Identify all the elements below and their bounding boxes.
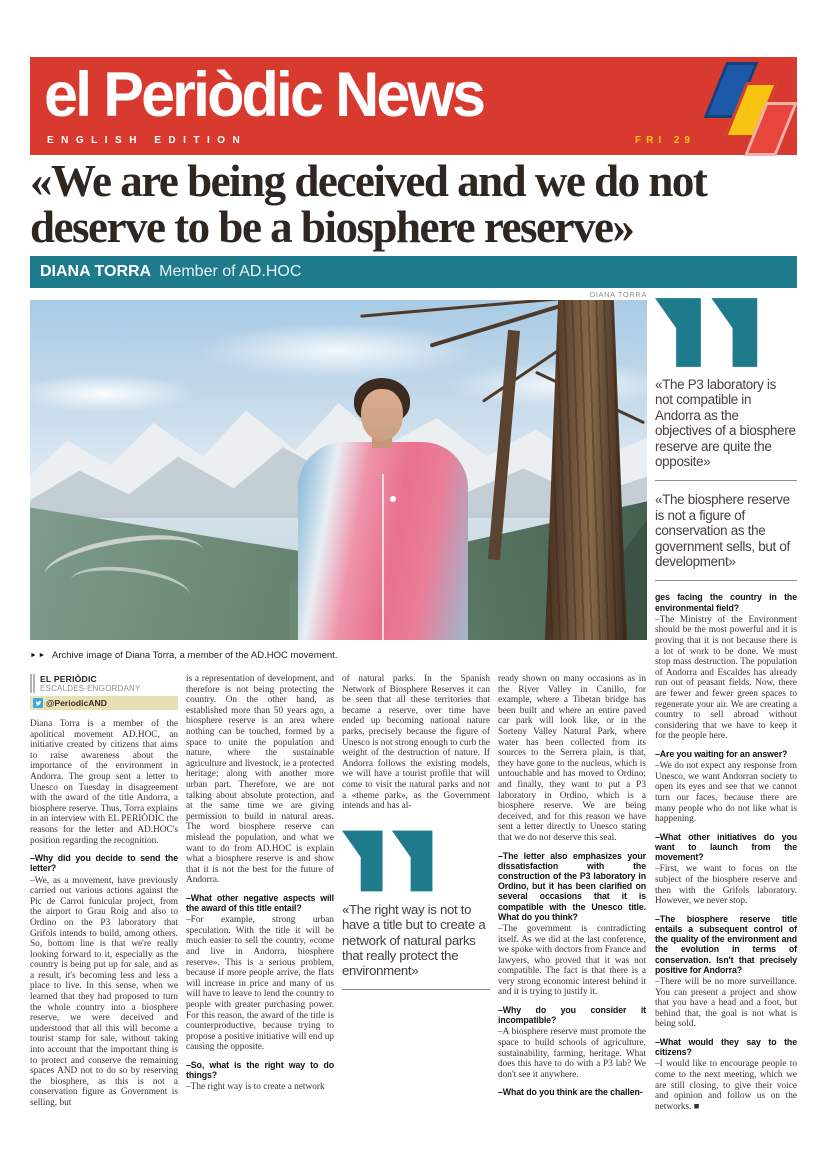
person-face bbox=[361, 389, 403, 441]
pull-quote-text: «The biosphere reserve is not a figure of conservation as the government sells, but of development» bbox=[655, 492, 790, 570]
interview-question: –Are you waiting for an answer? bbox=[655, 749, 788, 759]
photo-tree-bark bbox=[545, 300, 627, 640]
paragraph: –There will be no more surveillance. You can present a project and show that you have a head and a foot, but behind that, the goal is not what is being sold. bbox=[655, 976, 797, 1030]
divider bbox=[655, 580, 797, 581]
paragraph: –The Ministry of the Environment should be the most powerful and it is proving that it is not because there is a lot of work to be done. We must stop mass destruction. The population of Andorra and Escaldes has already run out of peasant fields. Now, there are fewer and fewer green spaces to regenerate your air. We are creating a country to sell abroad without considering that we have to keep it for the people here. bbox=[655, 614, 797, 742]
caption-text: Archive image of Diana Torra, a member of the AD.HOC movement. bbox=[51, 650, 338, 661]
divider bbox=[342, 989, 490, 990]
interview-question: ges facing the country in the environmental field? bbox=[655, 592, 797, 613]
source-outlet: EL PERIÒDIC bbox=[40, 674, 97, 684]
article-photo bbox=[30, 300, 647, 640]
masthead bbox=[30, 57, 797, 155]
pull-quote-text: «The P3 laboratory is not compatible in Andorra as the objectives of a biosphere reserve are quite the opposite» bbox=[655, 377, 796, 470]
masthead-date: FRI 29 bbox=[634, 135, 695, 146]
source-location: ESCALDES-ENGORDANY bbox=[40, 684, 141, 693]
caption-arrows-icon: ►► bbox=[30, 652, 47, 659]
paragraph: Diana Torra is a member of the apolitical movement AD.HOC, an initiative created by citizens that aims to raise awareness about the importance of the environment in Andorra. The group sent a letter to Unesco on Tuesday in disagreement with the award of the title Andorra, a biosphere reserve. Thus, Torra explains in an interview with EL PERIÒDIC the reasons for the letter and AD.HOC's position regarding the recognition. bbox=[30, 719, 178, 846]
photo-credit: DIANA TORRA bbox=[589, 290, 647, 299]
divider bbox=[655, 480, 797, 481]
interview-question: –What other negative aspects will the award of this title entail? bbox=[186, 892, 334, 914]
paragraph: ready shown on many occasions as in the River Valley in Canillo, for example, where a Tibetan bridge has been built and where an entire paved car park will look like, or in the Sorteny Valley Natural Park, where water has been collected from its sources to the Serrera plain, is that, they have gone to the nucleus, which is untouchable and has moved to Ordino; and finally, they want to put a P3 laboratory in Ordino, which is a biosphere reserve. We are being deceived, and for this reason we have sent a letter directly to Unesco stating that we do not deserve this seal. bbox=[498, 674, 646, 843]
paragraph: –The government is contradicting itself. As we did at the last conference, we spoke with doctors from France and lawyers, who proved that it was not compatible. The fact is that there is a very strong economic interest behind it and it is trying to justify it. bbox=[498, 923, 646, 998]
headline-line-2: deserve to be a biosphere reserve» bbox=[30, 202, 634, 252]
quote-icon bbox=[342, 830, 434, 892]
interview-question: –What do you think are the challen- bbox=[498, 1087, 643, 1098]
interview-question: –The letter also emphasizes your dissatisfaction with the construction of the P3 laboratory in Ordino, but it has been clarified on several occasions that it is compatible with the Unesco title. What do you think? bbox=[498, 850, 646, 922]
twitter-icon bbox=[33, 698, 43, 708]
inline-pull-quote bbox=[342, 830, 490, 990]
byline-bar bbox=[30, 256, 797, 288]
article-column-1 bbox=[30, 674, 178, 1116]
headline bbox=[30, 158, 800, 250]
person-zipper bbox=[382, 474, 384, 640]
byline-role: Member of AD.HOC bbox=[159, 263, 302, 280]
photo-person bbox=[298, 378, 468, 640]
paragraph: is a representation of development, and therefore is not being protecting the country. On the other hand, as established more than 50 years ago, a biosphere reserve is an area where nothing can be touched, formed by a space to unite the population and nature, where the sustainable agriculture and livestock, ie a protected heritage; along with another more urban part. Therefore, we are not talking about absolute protection, and at the same time we are giving permission to build in natural areas. The word biosphere reserve can mislead the population, and what we want to do from AD.HOC is explain what a biosphere reserve is and show that it is not the best for the future of Andorra. bbox=[186, 674, 334, 886]
headline-line-1: «We are being deceived and we do not bbox=[30, 156, 707, 206]
article-column-3 bbox=[342, 674, 490, 1116]
masthead-title: el Periòdic News bbox=[44, 60, 484, 130]
interview-question: –Why did you decide to send the letter? bbox=[30, 853, 178, 874]
interview-question: –The biosphere reserve title entails a subsequent control of the quality of the environment and the evolution in terms of conservation. Isn't that precisely positive for Andorra? bbox=[655, 913, 797, 975]
article-column-4 bbox=[498, 674, 646, 1116]
interview-question: –So, what is the right way to do things? bbox=[186, 1060, 334, 1081]
pull-quote-text: «The right way is not to have a title but to create a network of natural parks that really protect the environment» bbox=[342, 901, 486, 979]
paragraph: –First, we want to focus on the subject of the biosphere reserve and then with the Grifols laboratory. However, we never stop. bbox=[655, 864, 797, 907]
twitter-handle-row bbox=[30, 696, 178, 710]
quote-icon bbox=[655, 298, 759, 367]
masthead-edition: ENGLISH EDITION bbox=[47, 135, 248, 146]
paragraph: –The right way is to create a network bbox=[186, 1082, 325, 1093]
article-column-2 bbox=[186, 674, 334, 1116]
twitter-handle: @PeriodicAND bbox=[46, 698, 107, 708]
interview-question: –What other initiatives do you want to launch from the movement? bbox=[655, 831, 797, 863]
interview-question: –Why do you consider it incompatible? bbox=[498, 1005, 646, 1026]
source-block bbox=[30, 674, 178, 693]
paragraph: –For example, strong urban speculation. With the title it will be much easier to sell the country, «come and live in Andorra, biosphere reserve». This is a serious problem, because if more people arrive, the flats will increase in price and many of us will have to leave to lend the country to people with greater purchasing power. For this reason, the award of the title is counterproductive, because trying to propose a positive initiative will end up causing the opposite. bbox=[186, 915, 334, 1053]
paragraph: of natural parks. In the Spanish Network of Biosphere Reserves it can be seen that all these territories that became a reserve, over time have ended up becoming national nature parks, precisely because the figure of Unesco is not strong enough to curb the weight of the destruction of nature. If Andorra follows the existing models, we will have a tourist profile that will come to visit the natural parks and not a «theme park», as the Government intends and has al- bbox=[342, 674, 490, 812]
sidebar-column bbox=[655, 298, 797, 1119]
article-body bbox=[30, 674, 647, 1116]
photo-caption bbox=[30, 650, 647, 661]
masthead-logo-icon bbox=[705, 57, 795, 155]
paragraph: –A biosphere reserve must promote the space to build schools of agriculture, sustainability, farming, heritage. What does this have to do with a P3 lab? We don't see it anywhere. bbox=[498, 1027, 646, 1080]
paragraph: –I would like to encourage people to come to the next meeting, which we are still closing, to give their voice and opinion and follow us on the networks. ■ bbox=[655, 1059, 797, 1112]
interview-question: –What would they say to the citizens? bbox=[655, 1036, 797, 1058]
paragraph: –We do not expect any response from Unesco, we want Andorran society to open its eyes and see that we cannot turn our faces, because there are many people who do not like what is happening. bbox=[655, 761, 797, 825]
paragraph: –We, as a movement, have previously carried out various actions against the Pic de Carroi funicular project, from the airport to Grau Roig and also to Ordino on the P3 laboratory that Grifols intends to build, among others. So, bottom line is that we're really looking forward to it, especially as the country is being put up for sale, and as a result, it's becoming less and less a place to live. In this sense, when we learned that they had proposed to turn the whole country into a biosphere reserve, we were deceived and understood that all this will become a tourist stamp for sale, without taking into account that the important thing is to protect and conserve the remaining spaces AND not to do so by reserving the biosphere, as this is not a conservation figure as Government is selling, but bbox=[30, 875, 178, 1108]
byline-name: DIANA TORRA bbox=[40, 263, 152, 280]
person-earbud bbox=[390, 496, 396, 502]
